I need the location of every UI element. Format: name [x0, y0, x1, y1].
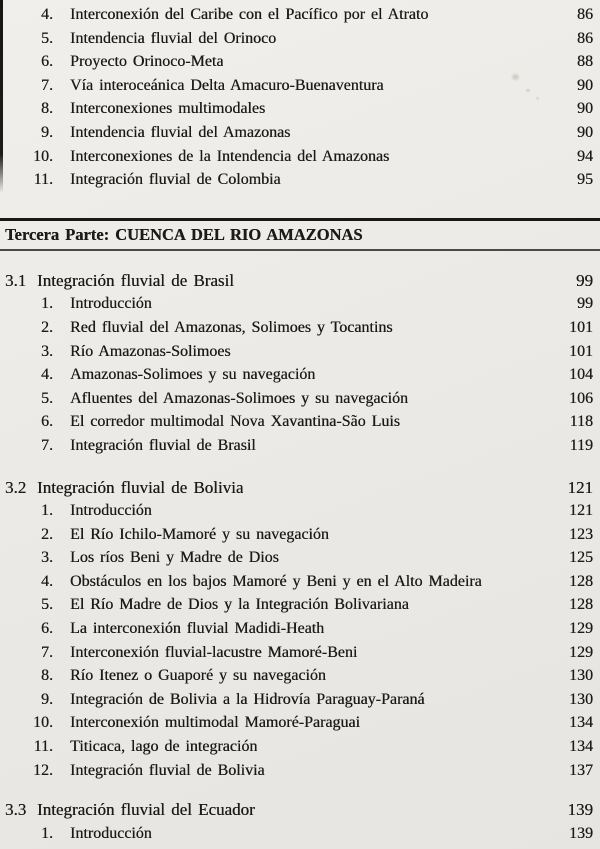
toc-entry: [0, 168, 600, 192]
entry-number: 6.: [41, 413, 53, 431]
entry-number: 7.: [41, 436, 53, 454]
entry-title: El Río Ichilo-Mamoré y su navegación: [70, 525, 329, 543]
entry-page: 130: [569, 667, 593, 685]
entry-page: 134: [569, 714, 593, 732]
toc-entry: [0, 434, 600, 458]
entry-page: 123: [569, 525, 593, 543]
toc-entry: [0, 759, 600, 783]
entry-page: 88: [577, 53, 593, 71]
entry-page: 121: [569, 502, 593, 520]
entry-title: Interconexión del Caribe con el Pacífico por el Atrato: [70, 6, 429, 23]
section-number: 3.1: [5, 270, 27, 290]
entry-page: 128: [569, 596, 593, 614]
entry-number: 2.: [41, 318, 53, 336]
entry-title: Obstáculos en los bajos Mamoré y Beni y en el Alto Madeira: [70, 572, 482, 590]
toc-entry: [0, 711, 600, 735]
entry-title: Integración fluvial de Bolivia: [70, 761, 265, 779]
entry-number: 6.: [41, 620, 53, 638]
toc-entry: [0, 735, 600, 759]
section-title: Integración fluvial del Ecuador: [37, 800, 255, 820]
toc-entry: [0, 688, 600, 712]
entry-number: 2.: [41, 525, 53, 543]
entry-title: La interconexión fluvial Madidi-Heath: [70, 620, 325, 638]
part-title: Tercera Parte: CUENCA DEL RIO AMAZONAS: [5, 224, 363, 244]
part-divider: [0, 218, 600, 251]
entry-number: 4.: [41, 572, 53, 590]
entry-title: Integración fluvial de Brasil: [70, 436, 256, 454]
entry-page: 106: [569, 389, 593, 407]
toc-entry: [0, 27, 600, 51]
entry-title: Interconexiones de la Intendencia del Amazonas: [70, 147, 390, 165]
entry-title: Titicaca, lago de integración: [70, 738, 258, 756]
section-number: 3.2: [5, 477, 27, 497]
entry-title: Amazonas-Solimoes y su navegación: [70, 366, 316, 384]
entry-title: Vía interoceánica Delta Amacuro-Buenaventura: [70, 76, 384, 94]
toc-section-heading: [0, 269, 600, 293]
toc-entry: [0, 617, 600, 641]
entry-title: Introducción: [70, 824, 152, 842]
entry-title: Río Amazonas-Solimoes: [70, 342, 231, 360]
entry-number: 8.: [41, 100, 53, 118]
entry-page: 90: [577, 100, 593, 118]
entry-number: 11.: [33, 171, 53, 189]
toc-entry: [0, 570, 600, 594]
toc-entry: [0, 387, 600, 411]
entry-title: Interconexión fluvial-lacustre Mamoré-Beni: [70, 643, 358, 661]
entry-title: Afluentes del Amazonas-Solimoes y su navegación: [70, 389, 408, 407]
entry-title: Integración de Bolivia a la Hidrovía Paraguay-Paraná: [70, 690, 425, 708]
toc-entry: [0, 316, 600, 340]
entry-page: 94: [577, 147, 593, 165]
entry-number: 5.: [41, 29, 53, 47]
toc-entry: [0, 822, 600, 846]
entry-page: 137: [569, 761, 593, 779]
section-number: 3.3: [5, 800, 27, 820]
toc-entry: [0, 410, 600, 434]
entry-title: El corredor multimodal Nova Xavantina-São Luis: [70, 413, 400, 431]
entry-page: 90: [577, 76, 593, 94]
entry-title: Interconexión multimodal Mamoré-Paraguai: [70, 714, 360, 732]
entry-page: 139: [569, 824, 593, 842]
toc-entry: [0, 121, 600, 145]
entry-title: Red fluvial del Amazonas, Solimoes y Tocantins: [70, 318, 393, 336]
entry-page: 130: [569, 690, 593, 708]
entry-number: 7.: [41, 643, 53, 661]
entry-number: 8.: [41, 667, 53, 685]
entry-number: 3.: [41, 549, 53, 567]
entry-number: 5.: [41, 389, 53, 407]
entry-title: Río Itenez o Guaporé y su navegación: [70, 667, 326, 685]
entry-number: 3.: [41, 342, 53, 360]
toc-entry: [0, 50, 600, 74]
toc-entry: [0, 97, 600, 121]
entry-number: 12.: [33, 761, 53, 779]
section-page: 139: [567, 800, 593, 820]
toc-entry: [0, 3, 600, 27]
entry-number: 10.: [33, 714, 53, 732]
entry-number: 4.: [41, 366, 53, 384]
toc-entry: [0, 145, 600, 169]
entry-title: Introducción: [70, 502, 152, 520]
entry-page: 129: [569, 620, 593, 638]
toc-entry: [0, 363, 600, 387]
toc-entry: [0, 641, 600, 665]
entry-number: 9.: [41, 690, 53, 708]
toc-entry: [0, 546, 600, 570]
entry-page: 90: [577, 123, 593, 141]
toc-entry: [0, 593, 600, 617]
entry-page: 95: [577, 171, 593, 189]
toc-entry: [0, 664, 600, 688]
entry-page: 104: [569, 366, 593, 384]
entry-page: 129: [569, 643, 593, 661]
entry-page: 86: [577, 6, 593, 23]
entry-number: 4.: [41, 6, 53, 23]
entry-title: El Río Madre de Dios y la Integración Bolivariana: [70, 596, 409, 614]
entry-page: 134: [569, 738, 593, 756]
entry-title: Los ríos Beni y Madre de Dios: [70, 549, 279, 567]
toc-entry: [0, 499, 600, 523]
entry-number: 1.: [41, 502, 53, 520]
toc-entry: [0, 292, 600, 316]
section-page: 121: [567, 477, 593, 497]
entry-number: 5.: [41, 596, 53, 614]
entry-number: 1.: [41, 824, 53, 842]
toc-section-heading: [0, 798, 600, 822]
entry-title: Intendencia fluvial del Orinoco: [70, 29, 277, 47]
toc-entry: [0, 523, 600, 547]
entry-page: 118: [569, 413, 593, 431]
section-title: Integración fluvial de Brasil: [37, 270, 234, 290]
entry-title: Proyecto Orinoco-Meta: [70, 53, 224, 71]
entry-page: 86: [577, 29, 593, 47]
entry-number: 10.: [33, 147, 53, 165]
entry-page: 101: [569, 342, 593, 360]
entry-number: 7.: [41, 76, 53, 94]
entry-title: Intendencia fluvial del Amazonas: [70, 123, 291, 141]
entry-number: 6.: [41, 53, 53, 71]
entry-page: 128: [569, 572, 593, 590]
toc-entry: [0, 74, 600, 98]
entry-title: Interconexiones multimodales: [70, 100, 266, 118]
entry-page: 101: [569, 318, 593, 336]
entry-number: 1.: [41, 295, 53, 313]
entry-number: 9.: [41, 123, 53, 141]
entry-number: 11.: [33, 738, 53, 756]
section-page: 99: [576, 270, 593, 290]
toc-entry: [0, 340, 600, 364]
entry-page: 99: [577, 295, 593, 313]
entry-title: Introducción: [70, 295, 152, 313]
section-title: Integración fluvial de Bolivia: [37, 477, 244, 497]
entry-title: Integración fluvial de Colombia: [70, 171, 281, 189]
entry-page: 125: [569, 549, 593, 567]
entry-page: 119: [569, 436, 593, 454]
toc-section-heading: [0, 476, 600, 500]
